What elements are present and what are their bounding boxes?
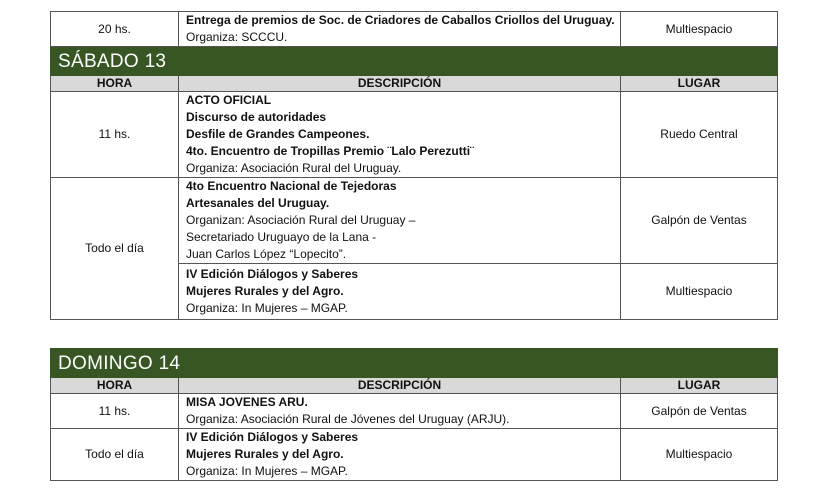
descripcion-cell <box>179 429 621 481</box>
column-header-row <box>51 76 778 92</box>
desc-line: ACTO OFICIAL <box>186 93 272 107</box>
col-header-descripcion: DESCRIPCIÓN <box>179 378 621 394</box>
desc-line: Mujeres Rurales y del Agro. <box>186 284 344 298</box>
descripcion-cell <box>179 394 621 429</box>
desc-line: Artesanales del Uruguay. <box>186 196 330 210</box>
day-title: SÁBADO 13 <box>58 50 167 72</box>
hora-cell: 20 hs. <box>51 12 179 47</box>
descripcion-cell <box>179 12 621 47</box>
descripcion-cell <box>179 92 621 178</box>
lugar-cell: Multiespacio <box>621 12 778 47</box>
day-header-domingo <box>51 349 778 378</box>
desc-line: Organiza: Asociación Rural del Uruguay. <box>186 161 402 175</box>
desc-line: MISA JOVENES ARU. <box>186 395 308 409</box>
desc-line: Juan Carlos López “Lopecito”. <box>186 247 347 261</box>
desc-line: Organiza: SCCCU. <box>186 30 288 44</box>
desc-line: 4to Encuentro Nacional de Tejedoras <box>186 179 397 193</box>
hora-cell: Todo el día <box>51 178 179 320</box>
desc-line: 4to. Encuentro de Tropillas Premio ¨Lalo Perezutti¨ <box>186 144 475 158</box>
lugar-cell: Multiespacio <box>621 264 778 320</box>
table-row <box>51 178 778 264</box>
lugar-cell: Galpón de Ventas <box>621 394 778 429</box>
hora-cell: Todo el día <box>51 429 179 481</box>
desc-line: Mujeres Rurales y del Agro. <box>186 447 344 461</box>
desc-line: Desfile de Grandes Campeones. <box>186 127 370 141</box>
col-header-hora: HORA <box>51 76 179 92</box>
desc-line: Organiza: Asociación Rural de Jóvenes del Uruguay (ARJU). <box>186 412 510 426</box>
descripcion-cell <box>179 178 621 264</box>
day-header-sabado <box>51 47 778 76</box>
desc-line: Organizan: Asociación Rural del Uruguay – <box>186 213 416 227</box>
table-row <box>51 92 778 178</box>
desc-line: Organiza: In Mujeres – MGAP. <box>186 301 348 315</box>
lugar-cell: Multiespacio <box>621 429 778 481</box>
schedule-table-sabado <box>50 11 778 320</box>
lugar-cell: Ruedo Central <box>621 92 778 178</box>
day-title: DOMINGO 14 <box>58 352 181 374</box>
column-header-row <box>51 378 778 394</box>
desc-line: IV Edición Diálogos y Saberes <box>186 430 359 444</box>
table-row <box>51 429 778 481</box>
desc-line: Organiza: In Mujeres – MGAP. <box>186 464 348 478</box>
col-header-lugar: LUGAR <box>621 378 778 394</box>
hora-cell: 11 hs. <box>51 394 179 429</box>
col-header-descripcion: DESCRIPCIÓN <box>179 76 621 92</box>
col-header-hora: HORA <box>51 378 179 394</box>
hora-cell: 11 hs. <box>51 92 179 178</box>
descripcion-cell <box>179 264 621 320</box>
table-row <box>51 12 778 47</box>
table-row <box>51 394 778 429</box>
desc-line: Secretariado Uruguayo de la Lana - <box>186 230 377 244</box>
desc-line: IV Edición Diálogos y Saberes <box>186 267 359 281</box>
desc-line: Entrega de premios de Soc. de Criadores de Caballos Criollos del Uruguay. <box>186 13 615 27</box>
schedule-table-domingo <box>50 348 778 481</box>
desc-line: Discurso de autoridades <box>186 110 327 124</box>
lugar-cell: Galpón de Ventas <box>621 178 778 264</box>
col-header-lugar: LUGAR <box>621 76 778 92</box>
